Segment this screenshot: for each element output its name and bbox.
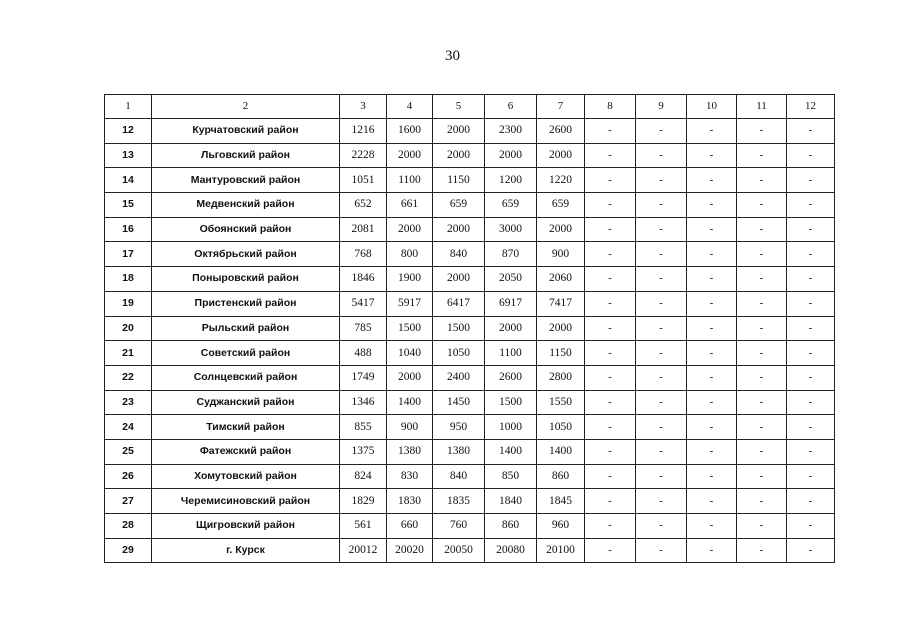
empty-value-cell: - (737, 390, 787, 415)
empty-value-cell: - (737, 464, 787, 489)
value-cell: 1216 (340, 119, 387, 144)
value-cell: 2081 (340, 217, 387, 242)
row-number: 23 (105, 390, 152, 415)
value-cell: 2050 (485, 267, 537, 292)
column-header: 7 (537, 95, 585, 119)
district-name: Поныровский район (152, 267, 340, 292)
value-cell: 785 (340, 316, 387, 341)
column-header: 1 (105, 95, 152, 119)
value-cell: 824 (340, 464, 387, 489)
empty-value-cell: - (585, 390, 636, 415)
row-number: 20 (105, 316, 152, 341)
empty-value-cell: - (585, 464, 636, 489)
value-cell: 1749 (340, 365, 387, 390)
empty-value-cell: - (787, 514, 835, 539)
value-cell: 950 (433, 415, 485, 440)
column-header: 11 (737, 95, 787, 119)
value-cell: 1400 (537, 439, 585, 464)
district-name: Медвенский район (152, 193, 340, 218)
district-name: Пристенский район (152, 291, 340, 316)
empty-value-cell: - (585, 168, 636, 193)
value-cell: 800 (387, 242, 433, 267)
empty-value-cell: - (585, 119, 636, 144)
empty-value-cell: - (787, 489, 835, 514)
empty-value-cell: - (636, 217, 687, 242)
district-name: Курчатовский район (152, 119, 340, 144)
empty-value-cell: - (585, 291, 636, 316)
value-cell: 3000 (485, 217, 537, 242)
district-name: Тимский район (152, 415, 340, 440)
empty-value-cell: - (787, 291, 835, 316)
empty-value-cell: - (737, 316, 787, 341)
value-cell: 1100 (485, 341, 537, 366)
district-name: Суджанский район (152, 390, 340, 415)
row-number: 15 (105, 193, 152, 218)
value-cell: 2300 (485, 119, 537, 144)
value-cell: 2000 (433, 119, 485, 144)
empty-value-cell: - (687, 143, 737, 168)
table-row (105, 464, 835, 489)
value-cell: 1380 (387, 439, 433, 464)
column-header: 6 (485, 95, 537, 119)
value-cell: 768 (340, 242, 387, 267)
empty-value-cell: - (737, 242, 787, 267)
table-row (105, 291, 835, 316)
empty-value-cell: - (636, 341, 687, 366)
value-cell: 2000 (537, 143, 585, 168)
empty-value-cell: - (737, 514, 787, 539)
value-cell: 1550 (537, 390, 585, 415)
row-number: 16 (105, 217, 152, 242)
value-cell: 840 (433, 464, 485, 489)
empty-value-cell: - (737, 341, 787, 366)
value-cell: 1829 (340, 489, 387, 514)
district-name: Октябрьский район (152, 242, 340, 267)
empty-value-cell: - (737, 267, 787, 292)
column-header: 10 (687, 95, 737, 119)
value-cell: 20080 (485, 538, 537, 563)
empty-value-cell: - (687, 514, 737, 539)
empty-value-cell: - (687, 415, 737, 440)
value-cell: 1900 (387, 267, 433, 292)
empty-value-cell: - (636, 415, 687, 440)
header-row (105, 95, 835, 119)
district-name: Льговский район (152, 143, 340, 168)
value-cell: 488 (340, 341, 387, 366)
value-cell: 20012 (340, 538, 387, 563)
value-cell: 1500 (433, 316, 485, 341)
value-cell: 20100 (537, 538, 585, 563)
value-cell: 850 (485, 464, 537, 489)
empty-value-cell: - (737, 143, 787, 168)
empty-value-cell: - (787, 341, 835, 366)
value-cell: 2400 (433, 365, 485, 390)
empty-value-cell: - (687, 464, 737, 489)
value-cell: 1500 (485, 390, 537, 415)
value-cell: 860 (485, 514, 537, 539)
district-name: г. Курск (152, 538, 340, 563)
value-cell: 840 (433, 242, 485, 267)
empty-value-cell: - (636, 168, 687, 193)
empty-value-cell: - (787, 365, 835, 390)
table-body (105, 119, 835, 563)
empty-value-cell: - (585, 341, 636, 366)
empty-value-cell: - (585, 143, 636, 168)
empty-value-cell: - (787, 143, 835, 168)
empty-value-cell: - (787, 439, 835, 464)
value-cell: 2600 (537, 119, 585, 144)
empty-value-cell: - (787, 267, 835, 292)
empty-value-cell: - (636, 390, 687, 415)
empty-value-cell: - (636, 193, 687, 218)
district-name: Мантуровский район (152, 168, 340, 193)
empty-value-cell: - (787, 242, 835, 267)
value-cell: 1000 (485, 415, 537, 440)
value-cell: 659 (537, 193, 585, 218)
value-cell: 1100 (387, 168, 433, 193)
value-cell: 661 (387, 193, 433, 218)
value-cell: 2000 (537, 217, 585, 242)
table-row (105, 242, 835, 267)
empty-value-cell: - (585, 316, 636, 341)
empty-value-cell: - (636, 514, 687, 539)
empty-value-cell: - (687, 365, 737, 390)
empty-value-cell: - (636, 267, 687, 292)
empty-value-cell: - (636, 316, 687, 341)
empty-value-cell: - (737, 193, 787, 218)
empty-value-cell: - (737, 168, 787, 193)
value-cell: 1600 (387, 119, 433, 144)
value-cell: 2000 (387, 143, 433, 168)
district-name: Хомутовский район (152, 464, 340, 489)
empty-value-cell: - (737, 538, 787, 563)
value-cell: 1380 (433, 439, 485, 464)
row-number: 27 (105, 489, 152, 514)
empty-value-cell: - (636, 365, 687, 390)
district-name: Черемисиновский район (152, 489, 340, 514)
empty-value-cell: - (687, 242, 737, 267)
empty-value-cell: - (787, 415, 835, 440)
value-cell: 830 (387, 464, 433, 489)
value-cell: 900 (537, 242, 585, 267)
column-header: 3 (340, 95, 387, 119)
value-cell: 659 (485, 193, 537, 218)
empty-value-cell: - (585, 217, 636, 242)
value-cell: 2000 (485, 316, 537, 341)
value-cell: 2000 (433, 267, 485, 292)
value-cell: 2600 (485, 365, 537, 390)
row-number: 18 (105, 267, 152, 292)
value-cell: 1050 (537, 415, 585, 440)
column-header: 12 (787, 95, 835, 119)
value-cell: 1150 (433, 168, 485, 193)
value-cell: 2000 (387, 217, 433, 242)
table-row (105, 217, 835, 242)
empty-value-cell: - (687, 439, 737, 464)
empty-value-cell: - (687, 119, 737, 144)
empty-value-cell: - (787, 119, 835, 144)
empty-value-cell: - (787, 464, 835, 489)
empty-value-cell: - (687, 267, 737, 292)
district-name: Фатежский район (152, 439, 340, 464)
row-number: 13 (105, 143, 152, 168)
value-cell: 1450 (433, 390, 485, 415)
table-row (105, 143, 835, 168)
empty-value-cell: - (737, 291, 787, 316)
table-row (105, 489, 835, 514)
empty-value-cell: - (636, 489, 687, 514)
empty-value-cell: - (636, 538, 687, 563)
value-cell: 561 (340, 514, 387, 539)
value-cell: 2228 (340, 143, 387, 168)
empty-value-cell: - (787, 193, 835, 218)
empty-value-cell: - (585, 514, 636, 539)
empty-value-cell: - (585, 538, 636, 563)
value-cell: 2000 (433, 217, 485, 242)
value-cell: 5917 (387, 291, 433, 316)
empty-value-cell: - (787, 168, 835, 193)
district-name: Советский район (152, 341, 340, 366)
empty-value-cell: - (787, 217, 835, 242)
empty-value-cell: - (585, 242, 636, 267)
value-cell: 855 (340, 415, 387, 440)
row-number: 19 (105, 291, 152, 316)
empty-value-cell: - (585, 439, 636, 464)
empty-value-cell: - (737, 439, 787, 464)
value-cell: 2000 (537, 316, 585, 341)
empty-value-cell: - (636, 291, 687, 316)
value-cell: 1051 (340, 168, 387, 193)
value-cell: 1846 (340, 267, 387, 292)
table-row (105, 365, 835, 390)
empty-value-cell: - (636, 242, 687, 267)
value-cell: 1150 (537, 341, 585, 366)
value-cell: 1500 (387, 316, 433, 341)
table-row (105, 119, 835, 144)
table-row (105, 439, 835, 464)
table-row (105, 267, 835, 292)
district-name: Солнцевский район (152, 365, 340, 390)
row-number: 21 (105, 341, 152, 366)
table-row (105, 390, 835, 415)
column-header: 8 (585, 95, 636, 119)
value-cell: 960 (537, 514, 585, 539)
value-cell: 6417 (433, 291, 485, 316)
value-cell: 660 (387, 514, 433, 539)
value-cell: 1200 (485, 168, 537, 193)
value-cell: 2060 (537, 267, 585, 292)
table-row (105, 341, 835, 366)
empty-value-cell: - (737, 365, 787, 390)
value-cell: 1830 (387, 489, 433, 514)
value-cell: 1835 (433, 489, 485, 514)
value-cell: 2000 (485, 143, 537, 168)
row-number: 14 (105, 168, 152, 193)
empty-value-cell: - (737, 119, 787, 144)
value-cell: 1220 (537, 168, 585, 193)
empty-value-cell: - (687, 291, 737, 316)
value-cell: 1050 (433, 341, 485, 366)
value-cell: 1375 (340, 439, 387, 464)
row-number: 26 (105, 464, 152, 489)
column-header: 2 (152, 95, 340, 119)
row-number: 22 (105, 365, 152, 390)
page-number: 30 (445, 48, 460, 64)
column-header: 4 (387, 95, 433, 119)
empty-value-cell: - (636, 439, 687, 464)
table-row (105, 316, 835, 341)
value-cell: 870 (485, 242, 537, 267)
table-row (105, 538, 835, 563)
value-cell: 2000 (387, 365, 433, 390)
table-row (105, 193, 835, 218)
empty-value-cell: - (585, 489, 636, 514)
district-name: Обоянский район (152, 217, 340, 242)
column-header: 5 (433, 95, 485, 119)
value-cell: 6917 (485, 291, 537, 316)
value-cell: 900 (387, 415, 433, 440)
value-cell: 1346 (340, 390, 387, 415)
value-cell: 652 (340, 193, 387, 218)
value-cell: 1040 (387, 341, 433, 366)
row-number: 28 (105, 514, 152, 539)
empty-value-cell: - (687, 193, 737, 218)
empty-value-cell: - (737, 217, 787, 242)
empty-value-cell: - (687, 316, 737, 341)
row-number: 12 (105, 119, 152, 144)
empty-value-cell: - (636, 464, 687, 489)
column-header: 9 (636, 95, 687, 119)
value-cell: 20050 (433, 538, 485, 563)
table-row (105, 168, 835, 193)
district-name: Щигровский район (152, 514, 340, 539)
empty-value-cell: - (585, 415, 636, 440)
value-cell: 20020 (387, 538, 433, 563)
value-cell: 1400 (485, 439, 537, 464)
empty-value-cell: - (585, 267, 636, 292)
empty-value-cell: - (787, 316, 835, 341)
empty-value-cell: - (687, 168, 737, 193)
value-cell: 2800 (537, 365, 585, 390)
district-name: Рыльский район (152, 316, 340, 341)
value-cell: 7417 (537, 291, 585, 316)
row-number: 29 (105, 538, 152, 563)
table-row (105, 415, 835, 440)
value-cell: 1400 (387, 390, 433, 415)
value-cell: 659 (433, 193, 485, 218)
data-table (104, 94, 835, 563)
row-number: 24 (105, 415, 152, 440)
empty-value-cell: - (585, 365, 636, 390)
row-number: 25 (105, 439, 152, 464)
value-cell: 1840 (485, 489, 537, 514)
value-cell: 860 (537, 464, 585, 489)
empty-value-cell: - (787, 390, 835, 415)
empty-value-cell: - (636, 119, 687, 144)
empty-value-cell: - (585, 193, 636, 218)
value-cell: 2000 (433, 143, 485, 168)
empty-value-cell: - (687, 489, 737, 514)
value-cell: 760 (433, 514, 485, 539)
empty-value-cell: - (687, 341, 737, 366)
value-cell: 5417 (340, 291, 387, 316)
value-cell: 1845 (537, 489, 585, 514)
row-number: 17 (105, 242, 152, 267)
table-row (105, 514, 835, 539)
empty-value-cell: - (737, 415, 787, 440)
empty-value-cell: - (687, 390, 737, 415)
empty-value-cell: - (687, 217, 737, 242)
empty-value-cell: - (737, 489, 787, 514)
empty-value-cell: - (787, 538, 835, 563)
empty-value-cell: - (687, 538, 737, 563)
empty-value-cell: - (636, 143, 687, 168)
